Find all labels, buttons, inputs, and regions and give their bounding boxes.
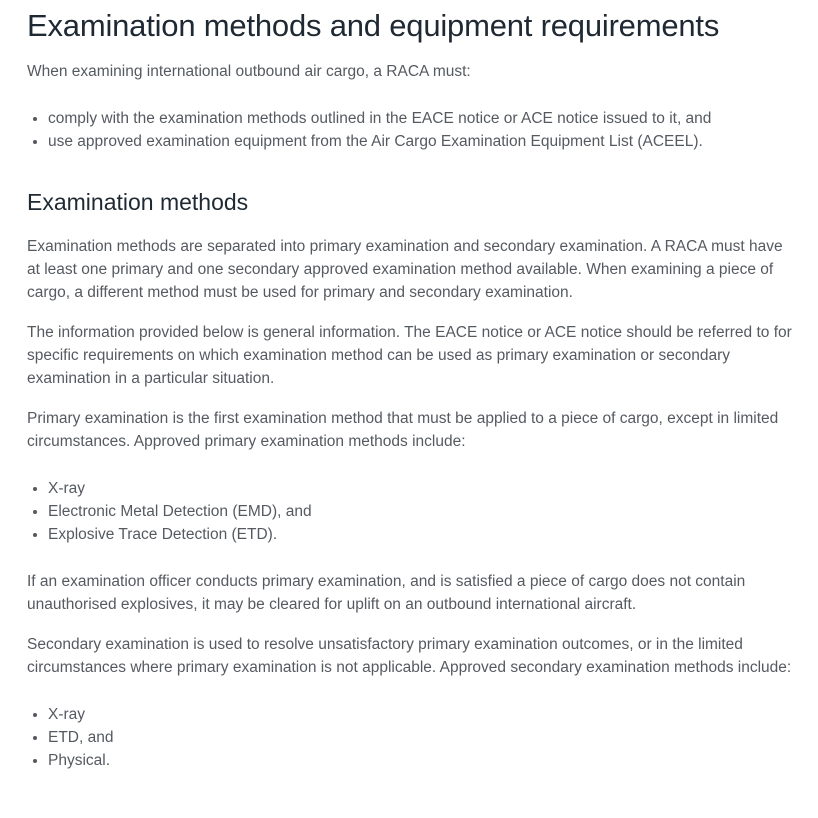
- paragraph-primary-examination: Primary examination is the first examination method that must be applied to a piece of cargo, except in limited circumstances. Approved primary examination methods include:: [27, 410, 779, 450]
- paragraph-secondary-examination: Secondary examination is used to resolve unsatisfactory primary examination outcomes, or in the limited circumstances where primary examination is not applicable. Approved secondary examination methods include:: [27, 636, 792, 676]
- list-item: • comply with the examination methods outlined in the EACE notice or ACE notice issued to it, and: [48, 107, 792, 130]
- list-item: • X-ray: [48, 477, 792, 500]
- paragraph-methods-overview: Examination methods are separated into primary examination and secondary examination. A RACA must have at least one primary and one secondary approved examination method available. When examining a piece of cargo, a different method must be used for primary and secondary examination.: [27, 238, 783, 301]
- paragraph-primary-clearance: If an examination officer conducts primary examination, and is satisfied a piece of cargo does not contain unauthorised explosives, it may be cleared for uplift on an outbound international aircraft.: [27, 573, 746, 613]
- list-item: • Physical.: [48, 749, 792, 772]
- intro-list: [27, 107, 792, 153]
- list-item: • X-ray: [48, 703, 792, 726]
- paragraph-general-info: The information provided below is general information. The EACE notice or ACE notice should be referred to for specific requirements on which examination method can be used as primary examination or secondary examination in a particular situation.: [27, 324, 792, 387]
- list-item: • use approved examination equipment from the Air Cargo Examination Equipment List (ACEEL).: [48, 130, 792, 153]
- list-item: • Electronic Metal Detection (EMD), and: [48, 500, 792, 523]
- list-item: • Explosive Trace Detection (ETD).: [48, 523, 792, 546]
- secondary-methods-list: [27, 703, 792, 772]
- primary-methods-list: [27, 477, 792, 546]
- section-heading: Examination methods: [27, 189, 249, 215]
- list-item: • ETD, and: [48, 726, 792, 749]
- page-title: Examination methods and equipment requirements: [27, 8, 720, 43]
- intro-paragraph: When examining international outbound air cargo, a RACA must:: [27, 63, 471, 80]
